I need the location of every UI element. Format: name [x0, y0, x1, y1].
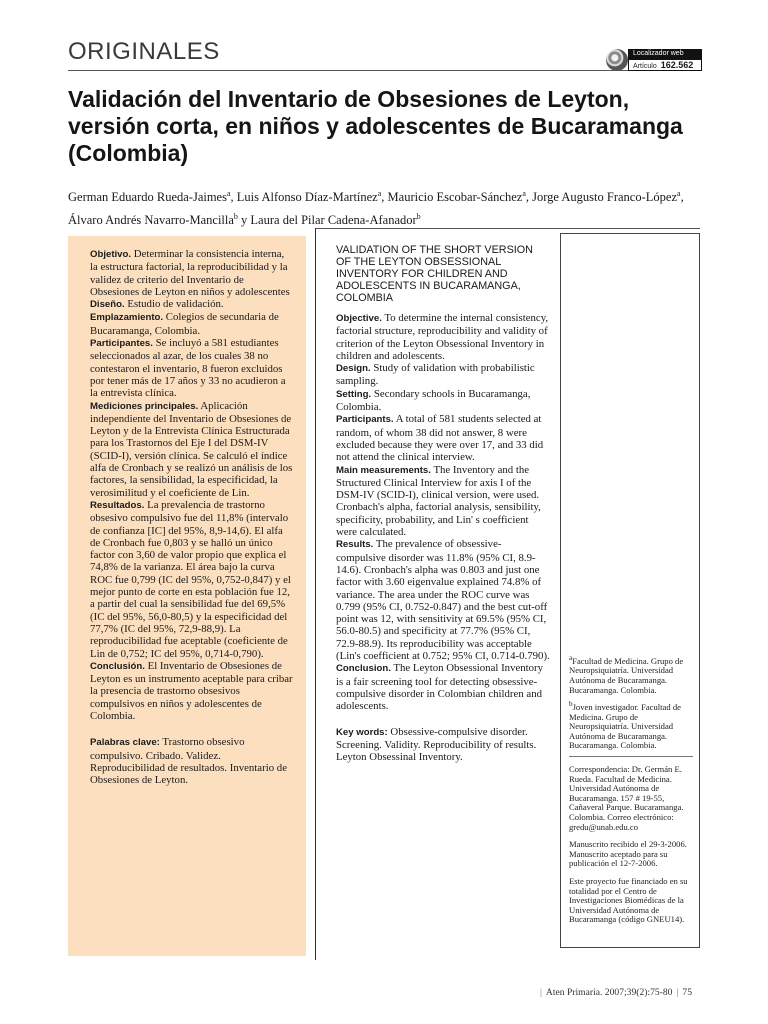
abstract-en-section [336, 538, 550, 662]
abstract-es-section-text: Estudio de validación. [127, 298, 224, 311]
abstract-en-section [336, 464, 550, 539]
abstract-en-section-label: Setting. [336, 388, 372, 400]
locator-article-box [628, 59, 702, 71]
affiliation-mark: a [677, 189, 681, 198]
abstract-es-section-text: El Inventario de Obsesiones de Leyton es un instrumento aceptable para cribar la presencia de trastorno obsesivos compulsivos en niños y adolescentes de Colombia. [90, 659, 293, 722]
affiliation-list [569, 654, 693, 751]
affiliation-mark: a [522, 189, 526, 198]
affiliation-mark: a [377, 189, 382, 198]
abstract-en-section [336, 312, 550, 362]
locator-label: Localizador web [628, 49, 702, 59]
keywords-es [90, 736, 294, 786]
abstract-en-section-label: Results. [336, 539, 374, 551]
journal-citation: Aten Primaria. 2007;39(2):75-80 [545, 987, 673, 998]
abstract-es-section [90, 337, 294, 399]
author-name: Laura del Pilar Cadena-Afanador [250, 213, 417, 228]
abstract-es-section-text: Se incluyó a 581 estudiantes seleccionados al azar, de los cuales 38 no contestaron el inventario, 8 fueron excluidos por tener más de 17 años y 33 no acudieron a la entrevista clínica. [90, 337, 286, 400]
author-name: German Eduardo Rueda-Jaimes [68, 190, 227, 205]
abstract-en-section-text: The Leyton Obsessional Inventory is a fair screening tool for detecting obsessive-compulsive disorder in Colombian children and adolescents. [336, 662, 544, 713]
affiliation-note [569, 654, 693, 695]
column-top-divider [315, 228, 700, 229]
abstract-en-sections [336, 312, 550, 713]
abstract-es-section-label: Participantes. [90, 338, 153, 350]
abstract-es-sections [90, 248, 294, 722]
affiliation-mark: a [226, 189, 231, 198]
affiliation-note [569, 700, 693, 751]
abstract-es-section-label: Mediciones principales. [90, 400, 199, 412]
column-divider [315, 228, 316, 960]
affiliations-divider [569, 756, 693, 757]
keywords-en-label: Key words: [336, 726, 388, 738]
author-name: Luis Alfonso Díaz-Martínez [236, 190, 378, 205]
abstract-es-section [90, 499, 294, 660]
affiliation-text: Joven investigador. Facultad de Medicina. Grupo de Neuropsiquiatría. Universidad Autónoma de Bucaramanga. Bucaramanga. Colombia. [569, 702, 681, 751]
abstract-en-section-label: Main measurements. [336, 464, 431, 476]
locator-disc-icon [606, 49, 628, 71]
abstract-en-section-text: To determine the internal consistency, factorial structure, reproducibility and validity of criterion of the Leyton Obsessional Inventory in children and adolescents. [336, 312, 549, 362]
abstract-en-panel [336, 244, 550, 763]
affiliation-mark: b [416, 212, 421, 222]
locator-article-label: Artículo [633, 63, 657, 70]
abstract-en-section-text: Secondary schools in Bucaramanga, Colombia. [336, 387, 531, 414]
abstract-en-section-text: Study of validation with probabilistic sampling. [336, 362, 535, 388]
keywords-es-label: Palabras clave: [90, 737, 160, 749]
abstract-en-section [336, 413, 550, 463]
abstract-es-section-label: Resultados. [90, 499, 145, 511]
abstract-es-section [90, 311, 294, 337]
abstract-es-section-label: Emplazamiento. [90, 312, 164, 324]
abstract-es-section-text: Determinar la consistencia interna, la estructura factorial, la reproducibilidad y la validez de criterio del Inventario de Obsesiones de Leyton en niños y adolescentes [90, 248, 290, 298]
abstract-en-section-label: Participants. [336, 414, 394, 426]
author-name: Mauricio Escobar-Sánchez [387, 190, 523, 205]
abstract-en-section-text: The prevalence of obsessive-compulsive disorder was 11.8% (95% CI, 8.9-14.6). Cronbach's alpha was 0.803 and just one factor with 3.60 eigenvalue explained 74.8% of variance. The area under the ROC curve was 0.799 (95% CI, 0.752-0.847) and the best cut-off point was 12, with sensitivity at 69.5% (95% CI, 56.0-80.5) and specificity at 77.7% (95% CI, 72.9-88.9). Its reproducibility was acceptable (Lin's coefficient at 0.752; 95% CI, 0.714-0.790). [336, 538, 550, 663]
abstract-es-section [90, 298, 294, 311]
article-title: Validación del Inventario de Obsesiones de Leyton, versión corta, en niños y adolescentes de Bucaramanga (Colombia) [68, 86, 683, 166]
author-name: Álvaro Andrés Navarro-Mancilla [68, 213, 234, 228]
section-label: ORIGINALES [68, 38, 220, 65]
abstract-en-section [336, 362, 550, 388]
affiliation-text: Facultad de Medicina. Grupo de Neuropsiquiatría. Universidad Autónoma de Bucaramanga. Bucaramanga. Colombia. [569, 655, 684, 695]
keywords-en-text: Obsessive-compulsive disorder. Screening. Validity. Reproducibility of results. Leyton Obsessinal Inventory. [336, 725, 537, 764]
page-footer: | Aten Primaria. 2007;39(2):75-80 | 75 [540, 987, 692, 998]
abstract-en-section [336, 388, 550, 414]
abstract-en-section-text: The Inventory and the Structured Clinical Interview for axis I of the DSM-IV (SCID-I), clinical version, were used. Cronbach's alpha, factorial analysis, sensibility, specificity, probability, and Lin' s coefficient were calculated. [336, 463, 541, 539]
abstract-en-section-text: A total of 581 students selected at random, of whom 38 did not answer, 8 were excluded because they were over 17, and 33 did not attend the clinical interview. [336, 413, 544, 464]
abstract-en-title: VALIDATION OF THE SHORT VERSION OF THE LEYTON OBSESSIONAL INVENTORY FOR CHILDREN AND ADOLESCENTS IN BUCARAMANGA, COLOMBIA [336, 244, 533, 304]
abstract-en-section-label: Conclusion. [336, 663, 391, 675]
abstract-es-section-label: Objetivo. [90, 249, 132, 260]
locator-article-number: 162.562 [660, 60, 694, 70]
affiliation-mark: a [569, 654, 573, 662]
abstract-es-section-text: Colegios de secundaria de Bucaramanga, Colombia. [90, 311, 279, 337]
manuscript-dates: Manuscrito recibido el 29-3-2006. Manuscrito aceptado para su publicación el 12-7-2006. [569, 839, 687, 869]
affiliation-mark: b [569, 700, 573, 709]
affiliation-mark: b [233, 212, 238, 222]
abstract-es-panel [68, 236, 306, 956]
abstract-es-section-label: Conclusión. [90, 660, 145, 672]
abstract-es-section-label: Diseño. [90, 299, 125, 311]
abstract-es-section [90, 400, 294, 499]
keywords-es-text: Trastorno obsesivo compulsivo. Cribado. Validez. Reproducibilidad de resultados. Inventario de Obsesiones de Leyton. [90, 736, 287, 787]
page-number: 75 [682, 987, 692, 998]
author-list: German Eduardo Rueda-Jaimes$^a$, Luis Alfonso Díaz-Martínez$^a$, Mauricio Escobar-Sánchez$^a$, Jorge Augusto Franco-López$^a$, Álvaro Andrés Navarro-Mancilla$^b$ y Laura del Pilar Cadena-Afanador$^b$ [68, 189, 684, 228]
abstract-es-section-text: Aplicación independiente del Inventario de Obsesiones de Leyton y de la Entrevista Clínica Estructurada para los Trastornos del Eje I del DSM-IV (SCID-I), versión clínica. Se calculó el índice alfa de Cronbach y se realizó un análisis de los factores, la sensibilidad, la especificidad, la verosimilitud y el coeficiente de Lin. [90, 399, 293, 499]
web-locator-badge [606, 47, 702, 75]
abstract-en-section [336, 662, 550, 712]
abstract-es-section-text: La prevalencia de trastorno obsesivo compulsivo fue del 11,8% (intervalo de confianza [IC] del 95%, 8,9-14,6). El alfa de Cronbach fue 0,803 y se halló un único factor con 3,60 de valor propio que explica el 74,8% de la varianza. El área bajo la curva ROC fue 0,799 (IC del 95%, 0,752-0,847) y el mejor punto de corte en esta población fue 12, a partir del cual la sensibilidad fue del 69,5% (IC del 95%, 56,0-80,5) y la especificidad del 77,7% (IC del 95%, 72,9-88,9). La reproducibilidad fue aceptable (coeficiente de Lin de 0,752; IC del 95%, 0,714-0,790). [90, 498, 291, 660]
abstract-es-section [90, 660, 294, 722]
abstract-es-section [90, 248, 294, 298]
funding-note: Este proyecto fue financiado en su totalidad por el Centro de Investigaciones Biomédicas de la Universidad Autónoma de Bucaramanga (código GNEU14). [569, 876, 688, 925]
author-name: Jorge Augusto Franco-López [532, 190, 678, 205]
abstract-en-section-label: Objective. [336, 313, 382, 324]
correspondence-note: Correspondencia: Dr. Germán E. Rueda. Facultad de Medicina. Universidad Autónoma de Bucaramanga. 157 # 19-55, Cañaveral Parque. Bucaramanga. Colombia. Correo electrónico: gredu@unab.edu.co [569, 764, 684, 832]
abstract-en-section-label: Design. [336, 363, 371, 375]
keywords-en [336, 726, 550, 764]
affiliations-box [560, 233, 700, 948]
